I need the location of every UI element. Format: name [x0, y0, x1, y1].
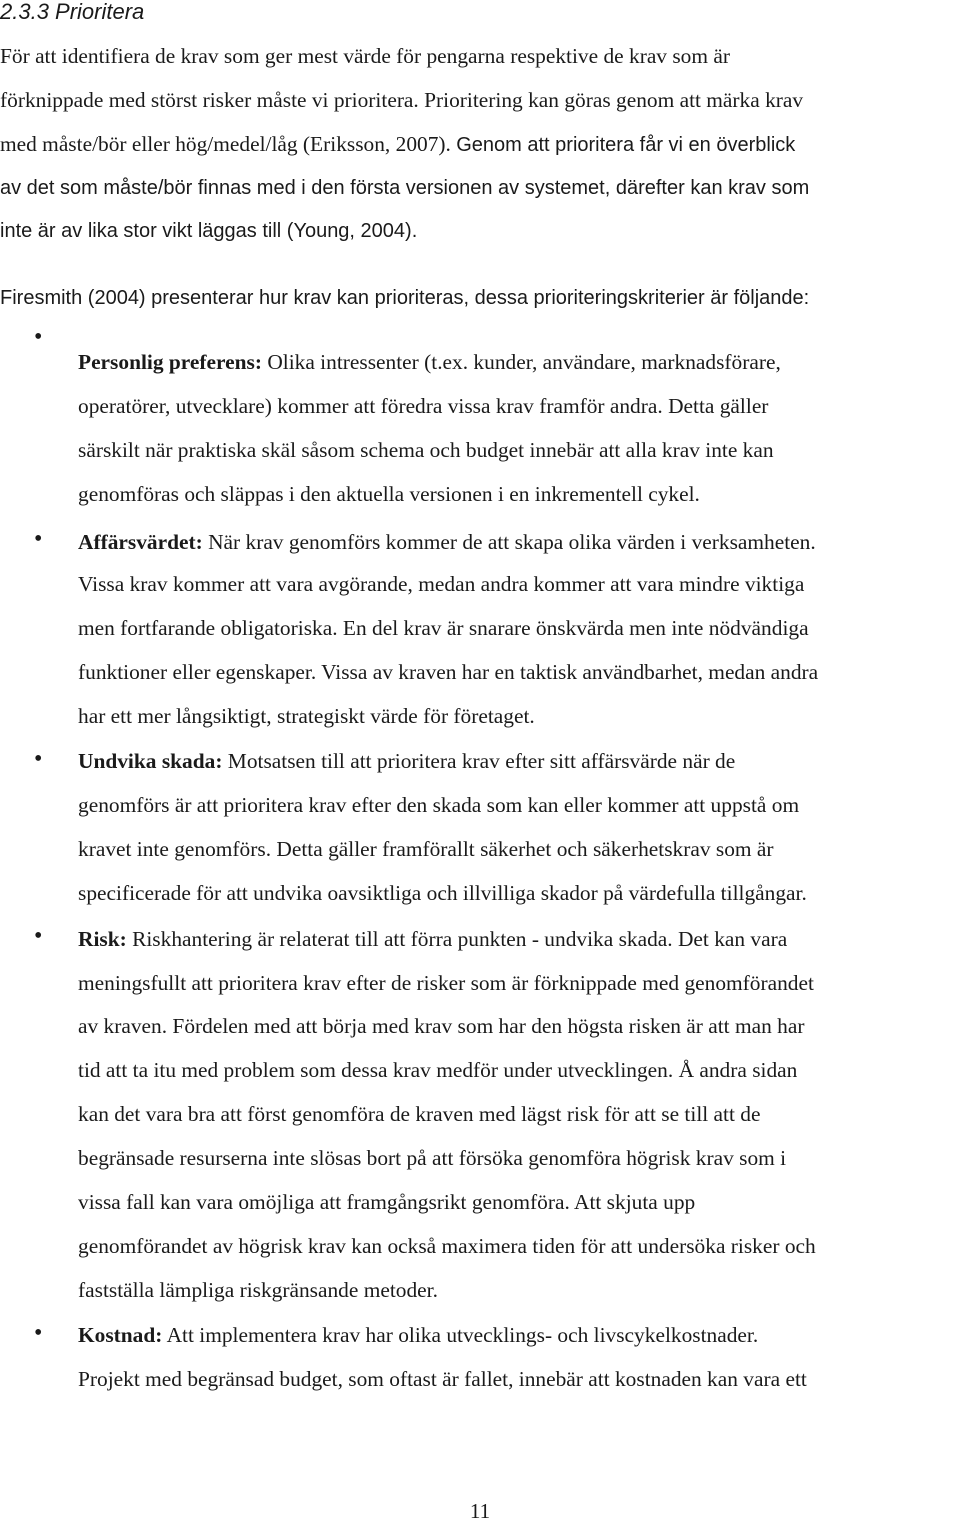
bullet-risk-line-4: tid att ta itu med problem som dessa krav medför under utvecklingen. Å andra sidan	[78, 1058, 798, 1082]
bullet-kostnad-line-1	[78, 1320, 758, 1350]
bullet-undvika-line-3: kravet inte genomförs. Detta gäller framförallt säkerhet och säkerhetskrav som är	[78, 837, 774, 861]
bullet-marker: •	[34, 1320, 43, 1346]
bullet-term: Personlig preferens:	[78, 350, 262, 374]
bullet-personlig-line-3: särskilt när praktiska skäl såsom schema och budget innebär att alla krav inte kan	[78, 438, 774, 462]
intro-line-2: förknippade med störst risker måste vi prioritera. Prioritering kan göras genom att märka krav	[0, 88, 804, 112]
bullet-risk-line-1	[78, 924, 787, 954]
bullet-term: Affärsvärdet:	[78, 530, 203, 554]
bullet-undvika-line-4: specificerade för att undvika oavsiktliga och illvilliga skador på värdefulla tillgångar.	[78, 881, 807, 905]
bullet-affarsvardet-line-2: Vissa krav kommer att vara avgörande, medan andra kommer att vara mindre viktiga	[78, 572, 805, 596]
bullet-text: När krav genomförs kommer de att skapa olika värden i verksamheten.	[202, 530, 816, 554]
bullet-risk-line-9: fastställa lämpliga riskgränsande metoder.	[78, 1278, 438, 1302]
bullet-text: Att implementera krav har olika utvecklings- och livscykelkostnader.	[162, 1323, 759, 1347]
bullet-risk-line-2: meningsfullt att prioritera krav efter de risker som är förknippade med genomförandet	[78, 971, 814, 995]
bullet-marker: •	[34, 746, 43, 772]
firesmith-line: Firesmith (2004) presenterar hur krav kan prioriteras, dessa prioriteringskriterier är följande:	[0, 287, 810, 309]
bullet-affarsvardet-line-3: men fortfarande obligatoriska. En del krav är snarare önskvärda men inte nödvändiga	[78, 616, 809, 640]
page-number: 11	[469, 1499, 491, 1523]
bullet-risk-line-8: genomförandet av högrisk krav kan också maximera tiden för att undersöka risker och	[78, 1234, 816, 1258]
section-heading: 2.3.3 Prioritera	[0, 0, 145, 24]
bullet-term: Undvika skada:	[78, 749, 223, 773]
bullet-affarsvardet-line-4: funktioner eller egenskaper. Vissa av kraven har en taktisk användbarhet, medan andra	[78, 660, 819, 684]
bullet-risk-line-6: begränsade resurserna inte slösas bort på att försöka genomföra högrisk krav som i	[78, 1146, 787, 1170]
intro-line-4: av det som måste/bör finnas med i den första versionen av systemet, därefter kan krav som	[0, 177, 810, 199]
bullet-risk-line-5: kan det vara bra att först genomföra de kraven med lägst risk för att se till att de	[78, 1102, 761, 1126]
bullet-personlig-line-4: genomföras och släppas i den aktuella versionen i en inkrementell cykel.	[78, 482, 700, 506]
intro-line-3-serif: med måste/bör eller hög/medel/låg (Eriksson, 2007).	[0, 132, 451, 156]
bullet-marker: •	[34, 324, 43, 350]
bullet-marker: •	[34, 526, 43, 552]
bullet-marker: •	[34, 923, 43, 949]
bullet-affarsvardet-line-5: har ett mer långsiktigt, strategiskt värde för företaget.	[78, 704, 535, 728]
bullet-text: Motsatsen till att prioritera krav efter sitt affärsvärde när de	[222, 749, 736, 773]
bullet-text: Riskhantering är relaterat till att förra punkten - undvika skada. Det kan vara	[126, 927, 788, 951]
intro-line-5: inte är av lika stor vikt läggas till (Young, 2004).	[0, 220, 418, 242]
bullet-personlig-line-1	[78, 347, 781, 377]
bullet-term: Risk:	[78, 927, 127, 951]
bullet-personlig-line-2: operatörer, utvecklare) kommer att föredra vissa krav framför andra. Detta gäller	[78, 394, 769, 418]
intro-line-3-sans: Genom att prioritera får vi en överblick	[456, 134, 796, 156]
bullet-undvika-line-1	[78, 746, 735, 776]
bullet-text: Olika intressenter (t.ex. kunder, användare, marknadsförare,	[261, 350, 781, 374]
intro-line-3	[0, 129, 960, 160]
bullet-term: Kostnad:	[78, 1323, 163, 1347]
bullet-risk-line-7: vissa fall kan vara omöjliga att framgångsrikt genomföra. Att skjuta upp	[78, 1190, 696, 1214]
bullet-risk-line-3: av kraven. Fördelen med att börja med krav som har den högsta risken är att man har	[78, 1014, 805, 1038]
intro-line-1: För att identifiera de krav som ger mest värde för pengarna respektive de krav som är	[0, 44, 730, 68]
bullet-affarsvardet-line-1	[78, 527, 816, 557]
bullet-undvika-line-2: genomförs är att prioritera krav efter den skada som kan eller kommer att uppstå om	[78, 793, 800, 817]
bullet-kostnad-line-2: Projekt med begränsad budget, som oftast är fallet, innebär att kostnaden kan vara ett	[78, 1367, 807, 1391]
